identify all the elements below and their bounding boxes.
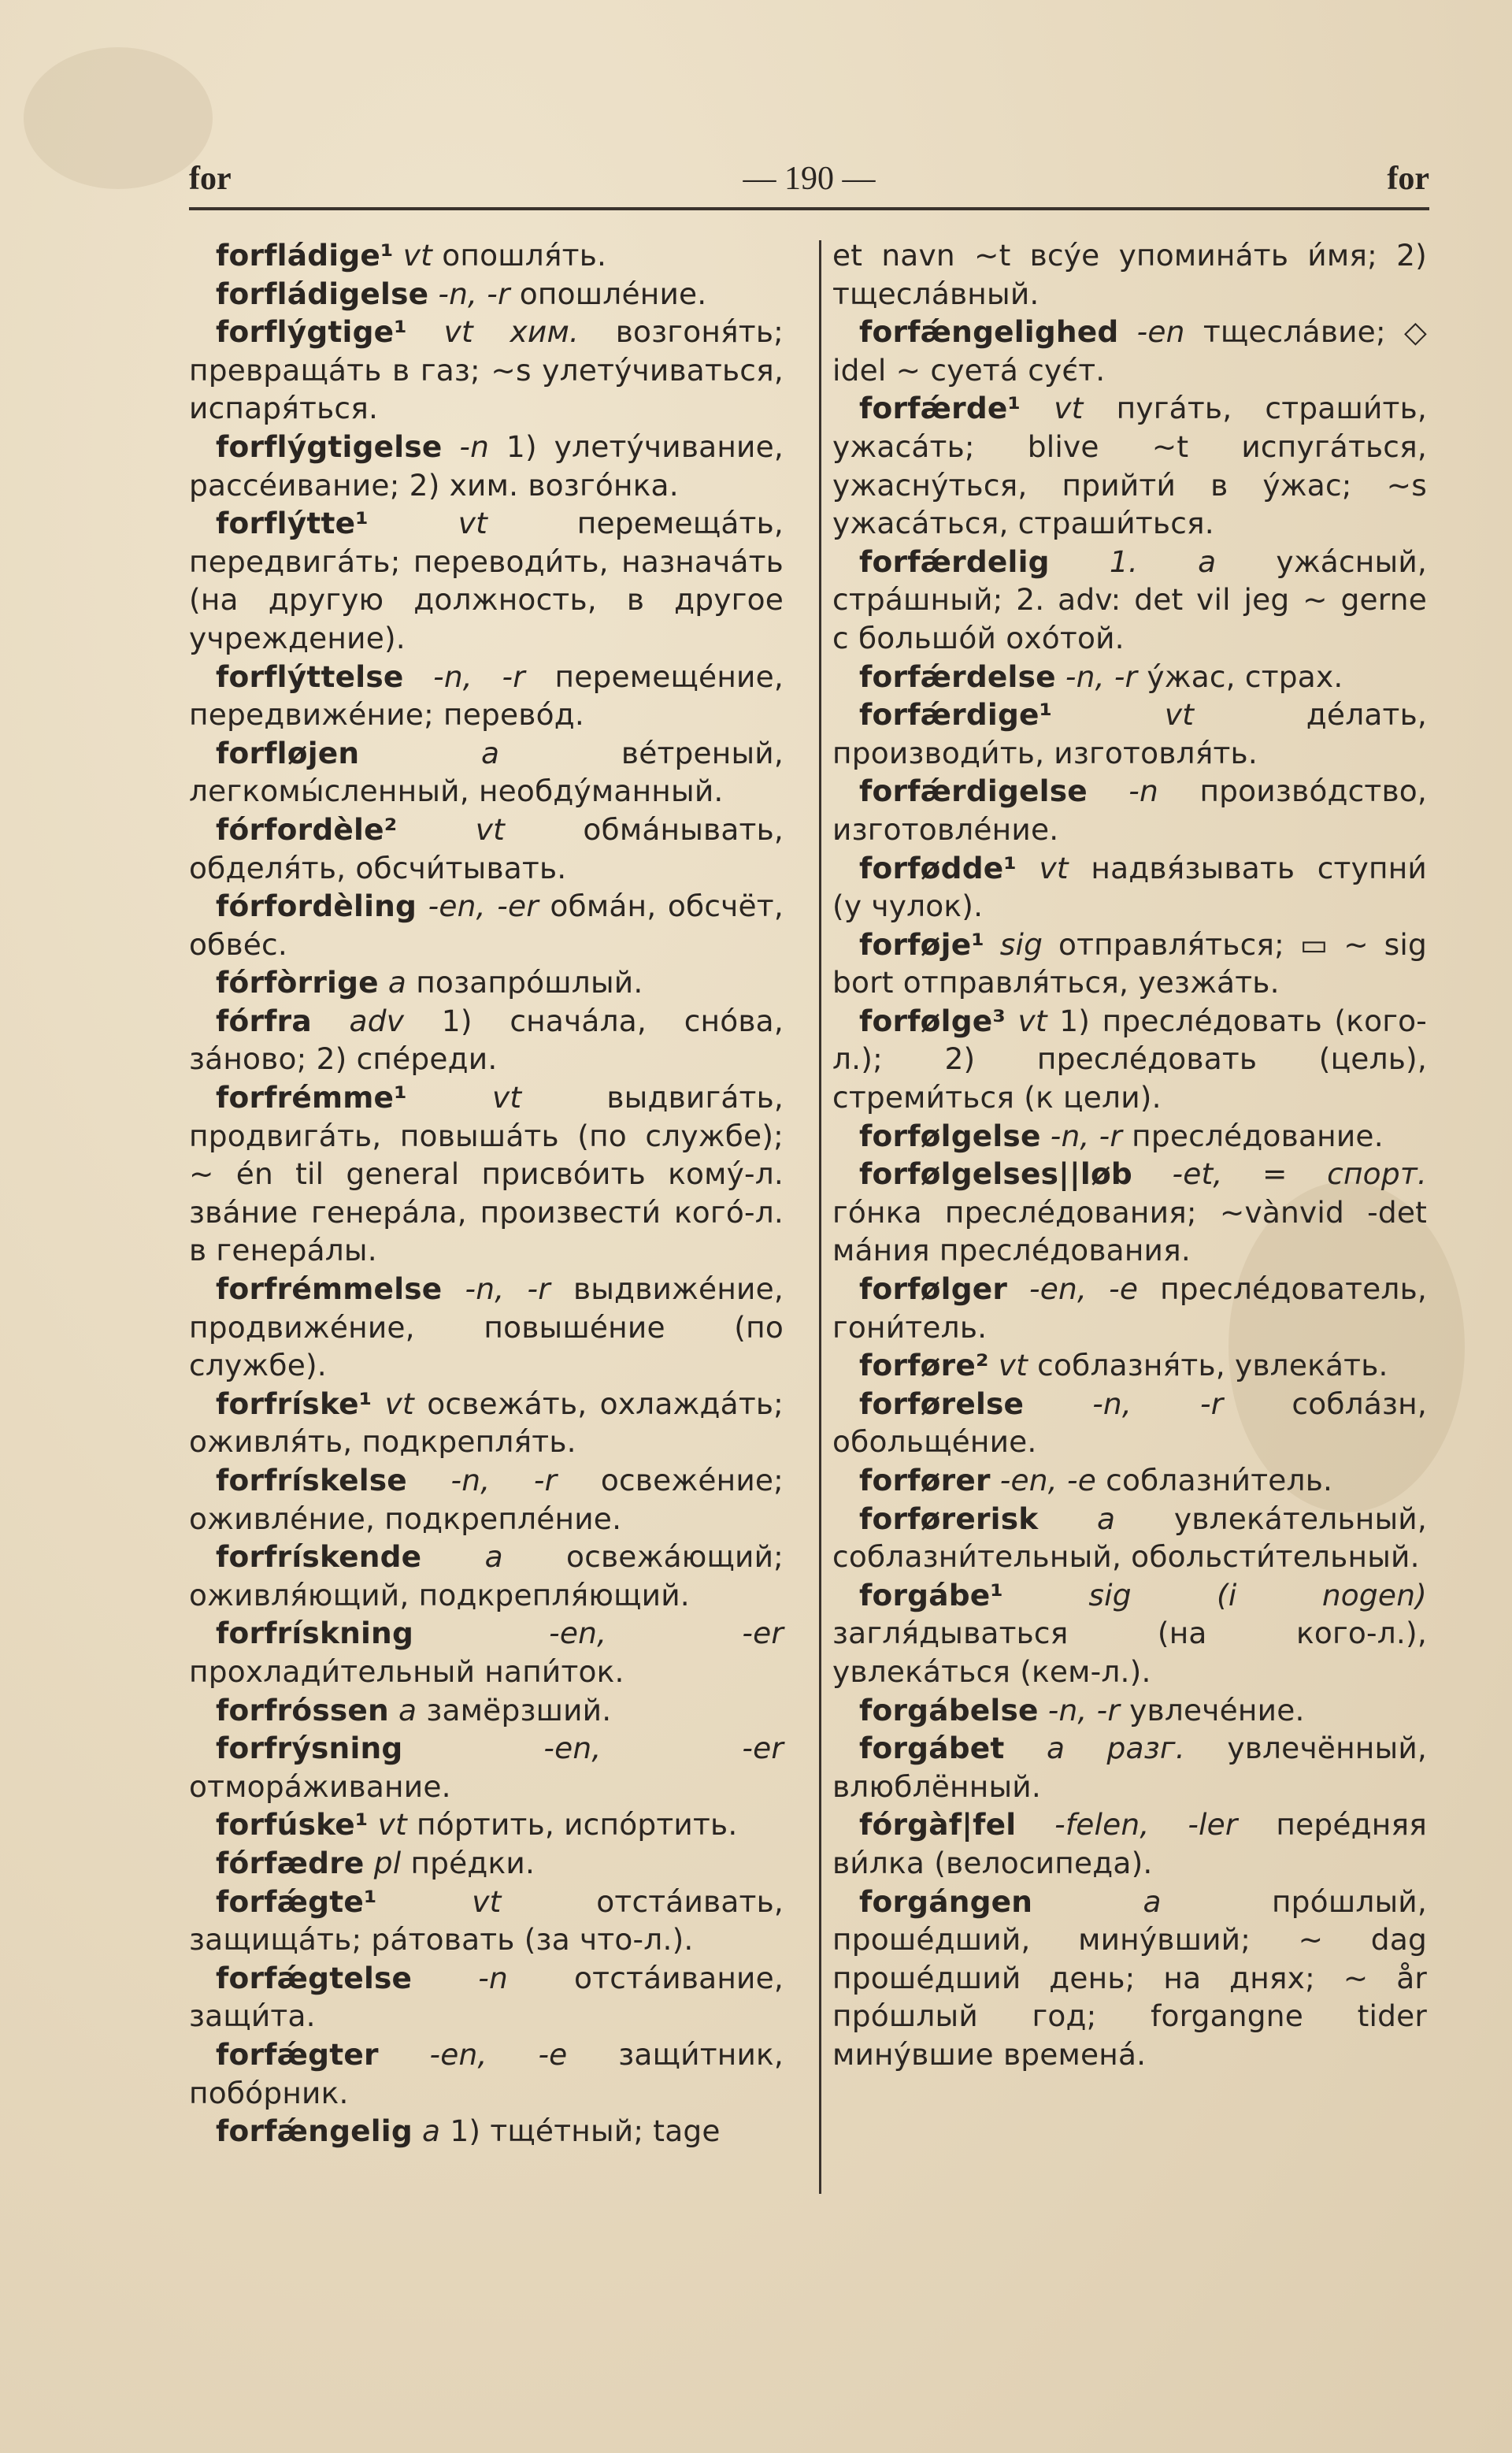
grammar-label: -en, -er (428, 889, 539, 924)
grammar-label: -n, -r (438, 276, 510, 311)
grammar-label: 1. a (1109, 544, 1217, 579)
dictionary-entry (832, 1155, 1427, 1270)
definition: по́ртить, испо́ртить. (417, 1807, 738, 1843)
grammar-label: -n, -r (433, 659, 525, 694)
grammar-label: adv (349, 1003, 405, 1038)
headword: forflýgtige¹ (216, 314, 407, 350)
headword: forfǽgte¹ (216, 1883, 377, 1919)
dictionary-entry (189, 1538, 784, 1614)
definition: освежа́ющий; оживля́ющий, подкрепля́ющий. (189, 1539, 784, 1612)
dictionary-entry (189, 887, 784, 963)
headword: forfúske¹ (216, 1807, 369, 1843)
grammar-label: a (1143, 1883, 1162, 1919)
dictionary-entry (189, 1691, 784, 1730)
headword: forfødde¹ (859, 850, 1017, 885)
grammar-label: a (484, 1539, 503, 1575)
headword: forfrémmelse (216, 1271, 443, 1307)
grammar-label: -en, -er (543, 1731, 784, 1766)
left-column (189, 236, 784, 2151)
headword: forgábelse (859, 1692, 1039, 1727)
grammar-label: -en, -e (429, 2036, 568, 2072)
headword: fórfordèling (216, 889, 417, 924)
definition: го́нка пресле́дования; ~vànvid -det ма́ния пресле́дования. (832, 1194, 1427, 1268)
headword: fórfordèle² (216, 811, 398, 847)
dictionary-entry (832, 696, 1427, 772)
headword: forføje¹ (859, 926, 984, 962)
dictionary-entry (832, 1002, 1427, 1117)
grammar-label: -n, -r (1050, 1118, 1123, 1153)
right-column (832, 236, 1427, 2074)
dictionary-entry (189, 658, 784, 734)
definition: отста́ивать, защища́ть; ра́товать (за что-л.). (189, 1883, 784, 1958)
dictionary-entry (832, 313, 1427, 389)
definition: отста́ивание, защи́та. (189, 1960, 784, 2034)
headword: forflýtte¹ (216, 506, 369, 541)
definition: собла́зн, обольще́ние. (832, 1386, 1428, 1460)
dictionary-entry (832, 1500, 1427, 1576)
grammar-label: vt (377, 1807, 407, 1843)
headword: forgábet (859, 1731, 1005, 1766)
headword: forførelse (859, 1386, 1025, 1421)
dictionary-entry (189, 2036, 784, 2112)
definition: освежа́ть, охлажда́ть; оживля́ть, подкрепля́ть. (189, 1386, 784, 1460)
grammar-label: a (422, 2113, 441, 2149)
grammar-label: -n, -r (1047, 1692, 1121, 1727)
dictionary-entry (832, 926, 1427, 1002)
headword: forfǽrdelig (859, 544, 1050, 579)
dictionary-entry (832, 1270, 1427, 1346)
definition: отправля́ться; ▭ ~ sig bort отправля́ться, уезжа́ть. (832, 926, 1427, 1000)
headword: forfølge³ (859, 1003, 1006, 1038)
dictionary-entry (832, 1346, 1427, 1385)
grammar-label: vt (475, 811, 506, 847)
definition: защи́тник, побо́рник. (189, 2036, 784, 2110)
definition: ве́треный, легкомы́сленный, необду́манный. (189, 735, 784, 809)
dictionary-entry (832, 1385, 1427, 1461)
dictionary-entry (189, 1614, 784, 1690)
dictionary-entry (189, 963, 784, 1002)
grammar-label: vt (998, 1348, 1028, 1383)
definition: 1) снача́ла, сно́ва, за́ново; 2) спе́реди. (189, 1003, 784, 1077)
headword: forgángen (859, 1883, 1033, 1919)
definition: увлечённый, влюблённый. (832, 1731, 1428, 1804)
grammar-label: -en, -e (999, 1463, 1097, 1497)
left-guide-word: for (189, 161, 232, 197)
dictionary-entry (189, 428, 784, 504)
definition: прохлади́тельный напи́ток. (189, 1653, 624, 1689)
definition: выдвига́ть, продвига́ть, повыша́ть (по службе); ~ én til general присво́ить кому́-л. зва́ние генера́ла, произвести́ кого́-л. в генера́лы. (189, 1080, 784, 1268)
dictionary-entry (189, 1002, 784, 1078)
dictionary-entry (832, 1691, 1427, 1730)
definition: пресле́дователь, гони́тель. (832, 1271, 1427, 1345)
grammar-label: a (398, 1692, 417, 1727)
definition: опошля́ть. (442, 238, 607, 273)
dictionary-entry (832, 236, 1427, 313)
definition: выдвиже́ние, продвиже́ние, повыше́ние (по службе). (189, 1271, 784, 1383)
definition: 1) улету́чивание, рассе́ивание; 2) хим. возго́нка. (189, 429, 784, 503)
headword: forfǽgter (216, 2036, 379, 2072)
headword: forfǽrdige¹ (859, 697, 1053, 733)
grammar-label: pl (373, 1845, 402, 1880)
grammar-label: vt (1054, 391, 1084, 426)
definition: отмора́живание. (189, 1768, 451, 1804)
headword: fórgàf|fel (859, 1807, 1017, 1843)
definition: у́жас, страх. (1147, 659, 1343, 694)
dictionary-entry (189, 1078, 784, 1270)
headword: forfládigelse (216, 276, 429, 311)
headword: fórfra (216, 1003, 312, 1038)
grammar-label: -et, = спорт. (1172, 1156, 1427, 1192)
dictionary-entry (832, 1117, 1427, 1156)
definition: освеже́ние; оживле́ние, подкрепле́ние. (189, 1463, 784, 1536)
grammar-label: a (1097, 1501, 1116, 1536)
definition: пере́дняя ви́лка (велосипеда). (832, 1807, 1427, 1880)
grammar-label: vt (402, 238, 433, 273)
headword: forfǽgtelse (216, 1960, 413, 1995)
dictionary-entry (189, 1270, 784, 1385)
definition: увлека́тельный, соблазни́тельный, обольсти́тельный. (832, 1501, 1427, 1575)
headword: forfrískende (216, 1539, 422, 1575)
headword: forfǽngelighed (859, 314, 1119, 350)
dictionary-entry (189, 1729, 784, 1805)
definition: ужа́сный, стра́шный; 2. adv: det vil jeg ~ gerne с большо́й охо́той. (832, 544, 1428, 655)
dictionary-entry (832, 658, 1427, 696)
definition: произво́дство, изготовле́ние. (832, 774, 1428, 847)
headword: forfríske¹ (216, 1386, 372, 1421)
grammar-label: -n (459, 429, 490, 464)
definition: соблазня́ть, увлека́ть. (1037, 1348, 1388, 1383)
definition: перемеща́ть, передвига́ть; переводи́ть, назнача́ть (на другую должность, в другое учреждение). (189, 506, 784, 655)
dictionary-entry (832, 1883, 1427, 2074)
definition: обма́н, обсчёт, обве́с. (189, 889, 784, 962)
grammar-label: -n (1128, 774, 1158, 809)
definition: соблазни́тель. (1106, 1463, 1333, 1497)
dictionary-entry (832, 849, 1427, 926)
grammar-label: -n, -r (1065, 659, 1138, 694)
dictionary-entry (189, 734, 784, 811)
column-divider (819, 240, 821, 2194)
definition: загля́дываться (на кого-л.), увлека́ться (кем-л.). (832, 1616, 1427, 1689)
grammar-label: a (387, 965, 407, 1000)
paper-stain (24, 47, 213, 189)
header-rule (189, 207, 1429, 210)
definition: перемеще́ние, передвиже́ние; перево́д. (189, 659, 784, 733)
grammar-label: -n, -r (465, 1271, 550, 1307)
headword: fórfòrrige (216, 965, 379, 1000)
headword: forfrémme¹ (216, 1080, 407, 1115)
headword: forfǽngelig (216, 2113, 413, 2149)
definition: опошле́ние. (519, 276, 707, 311)
dictionary-entry (832, 389, 1427, 542)
grammar-label: -n, -r (450, 1463, 558, 1497)
headword: forflýttelse (216, 659, 404, 694)
grammar-label: vt (472, 1883, 502, 1919)
definition: замёрзший. (426, 1692, 612, 1727)
headword: forflýgtigelse (216, 429, 443, 464)
grammar-label: vt (458, 506, 487, 541)
dictionary-entry (832, 543, 1427, 658)
headword: forfører (859, 1463, 991, 1497)
dictionary-entry (189, 504, 784, 657)
headword: forfǽrde¹ (859, 391, 1021, 426)
grammar-label: -en (1136, 314, 1185, 350)
definition: пресле́дование. (1132, 1118, 1384, 1153)
grammar-label: -n, -r (1092, 1386, 1224, 1421)
definition: возгоня́ть; превраща́ть в газ; ~s улету́чиваться, испаря́ться. (189, 314, 784, 426)
dictionary-entry (189, 1385, 784, 1461)
dictionary-entry (189, 313, 784, 428)
headword: forfølgelse (859, 1118, 1041, 1153)
grammar-label: -en, -e (1029, 1271, 1139, 1307)
headword: forfrόssen (216, 1692, 389, 1727)
definition: позапро́шлый. (416, 965, 643, 1000)
definition: et navn ~t всу́е упомина́ть и́мя; 2) тщесла́вный. (832, 238, 1427, 311)
dictionary-entry (189, 1883, 784, 1959)
dictionary-entry (832, 1805, 1427, 1882)
definition: пуга́ть, страши́ть, ужаса́ть; blive ~t испуга́ться, ужасну́ться, прийти́ в у́жас; ~s ужаса́ться, страши́ться. (832, 391, 1428, 541)
dictionary-entry (189, 1805, 784, 1844)
grammar-label: sig (i nogen) (1088, 1577, 1427, 1612)
headword: forfǽrdigelse (859, 774, 1088, 809)
grammar-label: sig (999, 926, 1043, 962)
grammar-label: vt (1017, 1003, 1047, 1038)
grammar-label: vt хим. (443, 314, 580, 350)
dictionary-entry (832, 1461, 1427, 1500)
dictionary-entry (832, 772, 1427, 848)
dictionary-entry (189, 811, 784, 887)
headword: forfølgelses||løb (859, 1156, 1132, 1192)
definition: увлече́ние. (1129, 1692, 1305, 1727)
headword: forfrískning (216, 1616, 413, 1651)
headword: forfrýsning (216, 1731, 403, 1766)
right-guide-word: for (1387, 161, 1429, 197)
grammar-label: a (481, 735, 500, 770)
headword: forgábe¹ (859, 1577, 1004, 1612)
grammar-label: vt (491, 1080, 522, 1115)
definition: де́лать, производи́ть, изготовля́ть. (832, 697, 1428, 770)
definition: про́шлый, проше́дший, мину́вший; ~ dag проше́дший день; на днях; ~ år про́шлый год; forgangne tider мину́вшие времена́. (832, 1883, 1427, 2072)
definition: 1) пресле́довать (кого-л.); 2) пресле́довать (цель), стреми́ться (к цели). (832, 1003, 1428, 1115)
dictionary-entry (189, 275, 784, 314)
grammar-label: a разг. (1046, 1731, 1185, 1766)
dictionary-entry (832, 1576, 1427, 1691)
grammar-label: -felen, -ler (1054, 1807, 1238, 1843)
dictionary-entry (189, 1844, 784, 1883)
definition: 1) тще́тный; tage (450, 2113, 721, 2149)
definition: надвя́зывать ступни́ (у чулок). (832, 850, 1428, 924)
page-number: — 190 — (743, 161, 876, 197)
headword: forfløjen (216, 735, 360, 770)
definition: тщесла́вие; ◇ idel ~ суета́ сує́т. (832, 314, 1427, 388)
dictionary-entry (189, 236, 784, 275)
headword: forfǽrdelse (859, 659, 1056, 694)
grammar-label: -n (478, 1960, 508, 1995)
dictionary-entry (189, 1959, 784, 2036)
definition: обма́нывать, обделя́ть, обсчи́тывать. (189, 811, 784, 885)
grammar-label: vt (384, 1386, 414, 1421)
dictionary-entry (189, 1461, 784, 1538)
grammar-label: -en, -er (549, 1616, 784, 1651)
grammar-label: vt (1164, 697, 1195, 733)
headword: forføre² (859, 1348, 989, 1383)
headword: forfládige¹ (216, 238, 394, 273)
headword: fórfædre (216, 1845, 365, 1880)
grammar-label: vt (1039, 850, 1069, 885)
dictionary-entry (832, 1729, 1427, 1805)
page-header (189, 160, 1429, 207)
dictionary-entry (189, 2112, 784, 2151)
headword: forførerisk (859, 1501, 1039, 1536)
headword: forfølger (859, 1271, 1008, 1307)
definition: пре́дки. (410, 1845, 536, 1880)
headword: forfrískelse (216, 1463, 407, 1497)
